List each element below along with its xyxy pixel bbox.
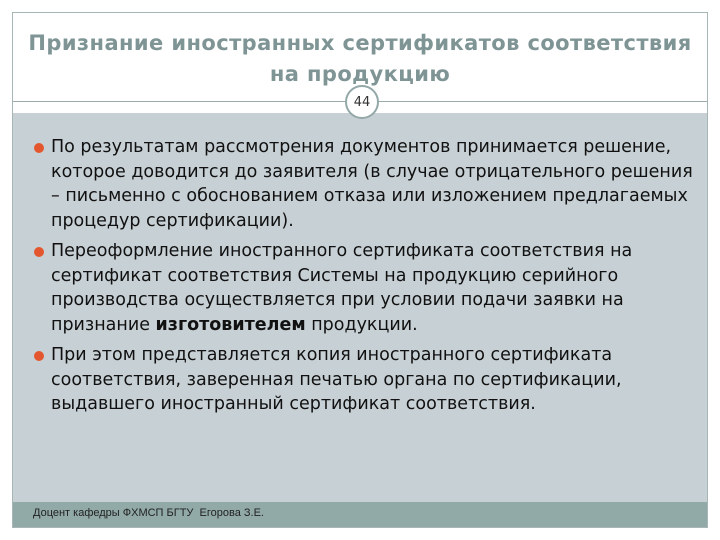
- page-number-badge: 44: [345, 85, 379, 119]
- bullet-text: [51, 241, 632, 335]
- bullet-item: [33, 239, 693, 337]
- slide: [12, 12, 708, 528]
- bullet-text-run: По результатам рассмотрения документов принимается решение, которое доводится до заявителя (в случае отрицательного решения – письменно с обоснованием отказа или изложением предлагаемых процедур сертификации).: [51, 137, 693, 231]
- bullet-text-bold: изготовителем: [155, 314, 306, 335]
- bullet-dot-icon: [34, 351, 44, 361]
- bullet-item: [33, 343, 693, 417]
- bullet-text: [51, 345, 622, 414]
- footer-band: [13, 502, 707, 527]
- bullet-text-run: При этом представляется копия иностранного сертификата соответствия, заверенная печатью органа по сертификации, выдавшего иностранный сертификат соответствия.: [51, 345, 622, 414]
- slide-title: Признание иностранных сертификатов соответствия на продукцию: [28, 30, 692, 86]
- content-area: [13, 113, 707, 502]
- bullet-list: [33, 135, 693, 423]
- bullet-dot-icon: [34, 143, 44, 153]
- bullet-text-run: продукции.: [305, 314, 418, 335]
- bullet-item: [33, 135, 693, 233]
- footer-text: Доцент кафедры ФХМСП БГТУ Егорова З.Е.: [33, 507, 264, 519]
- bullet-text: [51, 137, 693, 231]
- bullet-dot-icon: [34, 247, 44, 257]
- bullet-text-run: Переоформление иностранного сертификата соответствия на сертификат соответствия Системы на продукцию серийного производства осуществляется при условии подачи заявки на признание: [51, 241, 633, 335]
